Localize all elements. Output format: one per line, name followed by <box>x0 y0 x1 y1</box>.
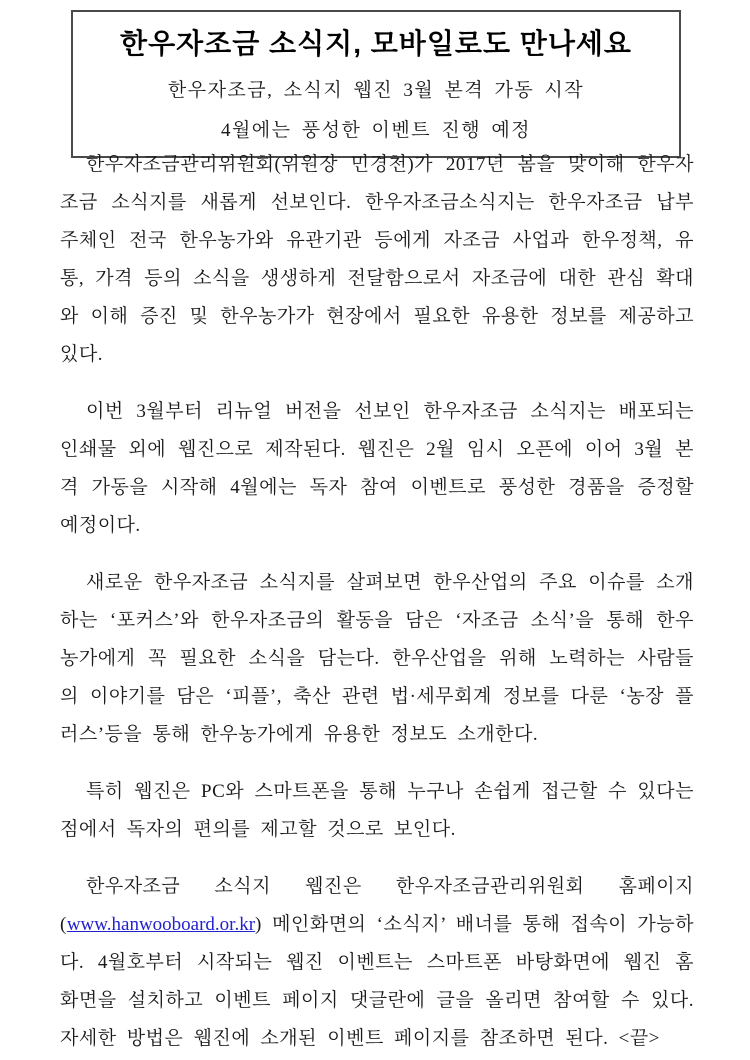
paragraph-access-info-before-link: 한우자조금 소식지 웹진은 한우자조금관리위원회 홈페이지( <box>60 876 694 935</box>
headline-box <box>71 10 681 158</box>
subheadline-1: 한우자조금, 소식지 웹진 3월 본격 가동 시작 <box>167 80 585 101</box>
paragraph-accessibility: 특히 웹진은 PC와 스마트폰을 통해 누구나 손쉽게 접근할 수 있다는 점에서 독자의 편의를 제고할 것으로 보인다. <box>60 781 694 840</box>
paragraph-access-info-after-link: ) 메인화면의 ‘소식지’ 배너를 통해 접속이 가능하다. 4월호부터 시작되는 웹진 이벤트는 스마트폰 바탕화면에 웹진 홈 화면을 설치하고 이벤트 페이지 댓글란에 글을 올리면 참여할 수 있다. 자세한 방법은 웹진에 소개된 이벤트 페이지를 참조하면 된다. <끝> <box>60 914 694 1049</box>
paragraph-contents-overview: 새로운 한우자조금 소식지를 살펴보면 한우산업의 주요 이슈를 소개하는 ‘포커스’와 한우자조금의 활동을 담은 ‘자조금 소식’을 통해 한우농가에게 꼭 필요한 소식을 담는다. 한우산업을 위해 노력하는 사람들의 이야기를 담은 ‘피플’, 축산 관련 법·세무회계 정보를 다룬 ‘농장 플러스’등을 통해 한우농가에게 유용한 정보도 소개한다. <box>60 572 694 745</box>
article-body <box>60 146 694 1058</box>
paragraph-access-info <box>60 868 694 1058</box>
headline-title: 한우자조금 소식지, 모바일로도 만나세요 <box>120 28 632 59</box>
paragraph-intro: 한우자조금관리위원회(위원장 민경천)가 2017년 봄을 맞이해 한우자조금 소식지를 새롭게 선보인다. 한우자조금소식지는 한우자조금 납부 주체인 전국 한우농가와 유관기관 등에게 자조금 사업과 한우정책, 유통, 가격 등의 소식을 생생하게 전달함으로서 자조금에 대한 관심 확대와 이해 증진 및 한우농가가 현장에서 필요한 유용한 정보를 제공하고 있다. <box>60 154 694 365</box>
paragraph-webzine-launch: 이번 3월부터 리뉴얼 버전을 선보인 한우자조금 소식지는 배포되는 인쇄물 외에 웹진으로 제작된다. 웹진은 2월 임시 오픈에 이어 3월 본격 가동을 시작해 4월에는 독자 참여 이벤트로 풍성한 경품을 증정할 예정이다. <box>60 401 694 536</box>
hanwooboard-link[interactable]: www.hanwooboard.or.kr <box>66 914 256 935</box>
subheadline-2: 4월에는 풍성한 이벤트 진행 예정 <box>220 120 532 141</box>
